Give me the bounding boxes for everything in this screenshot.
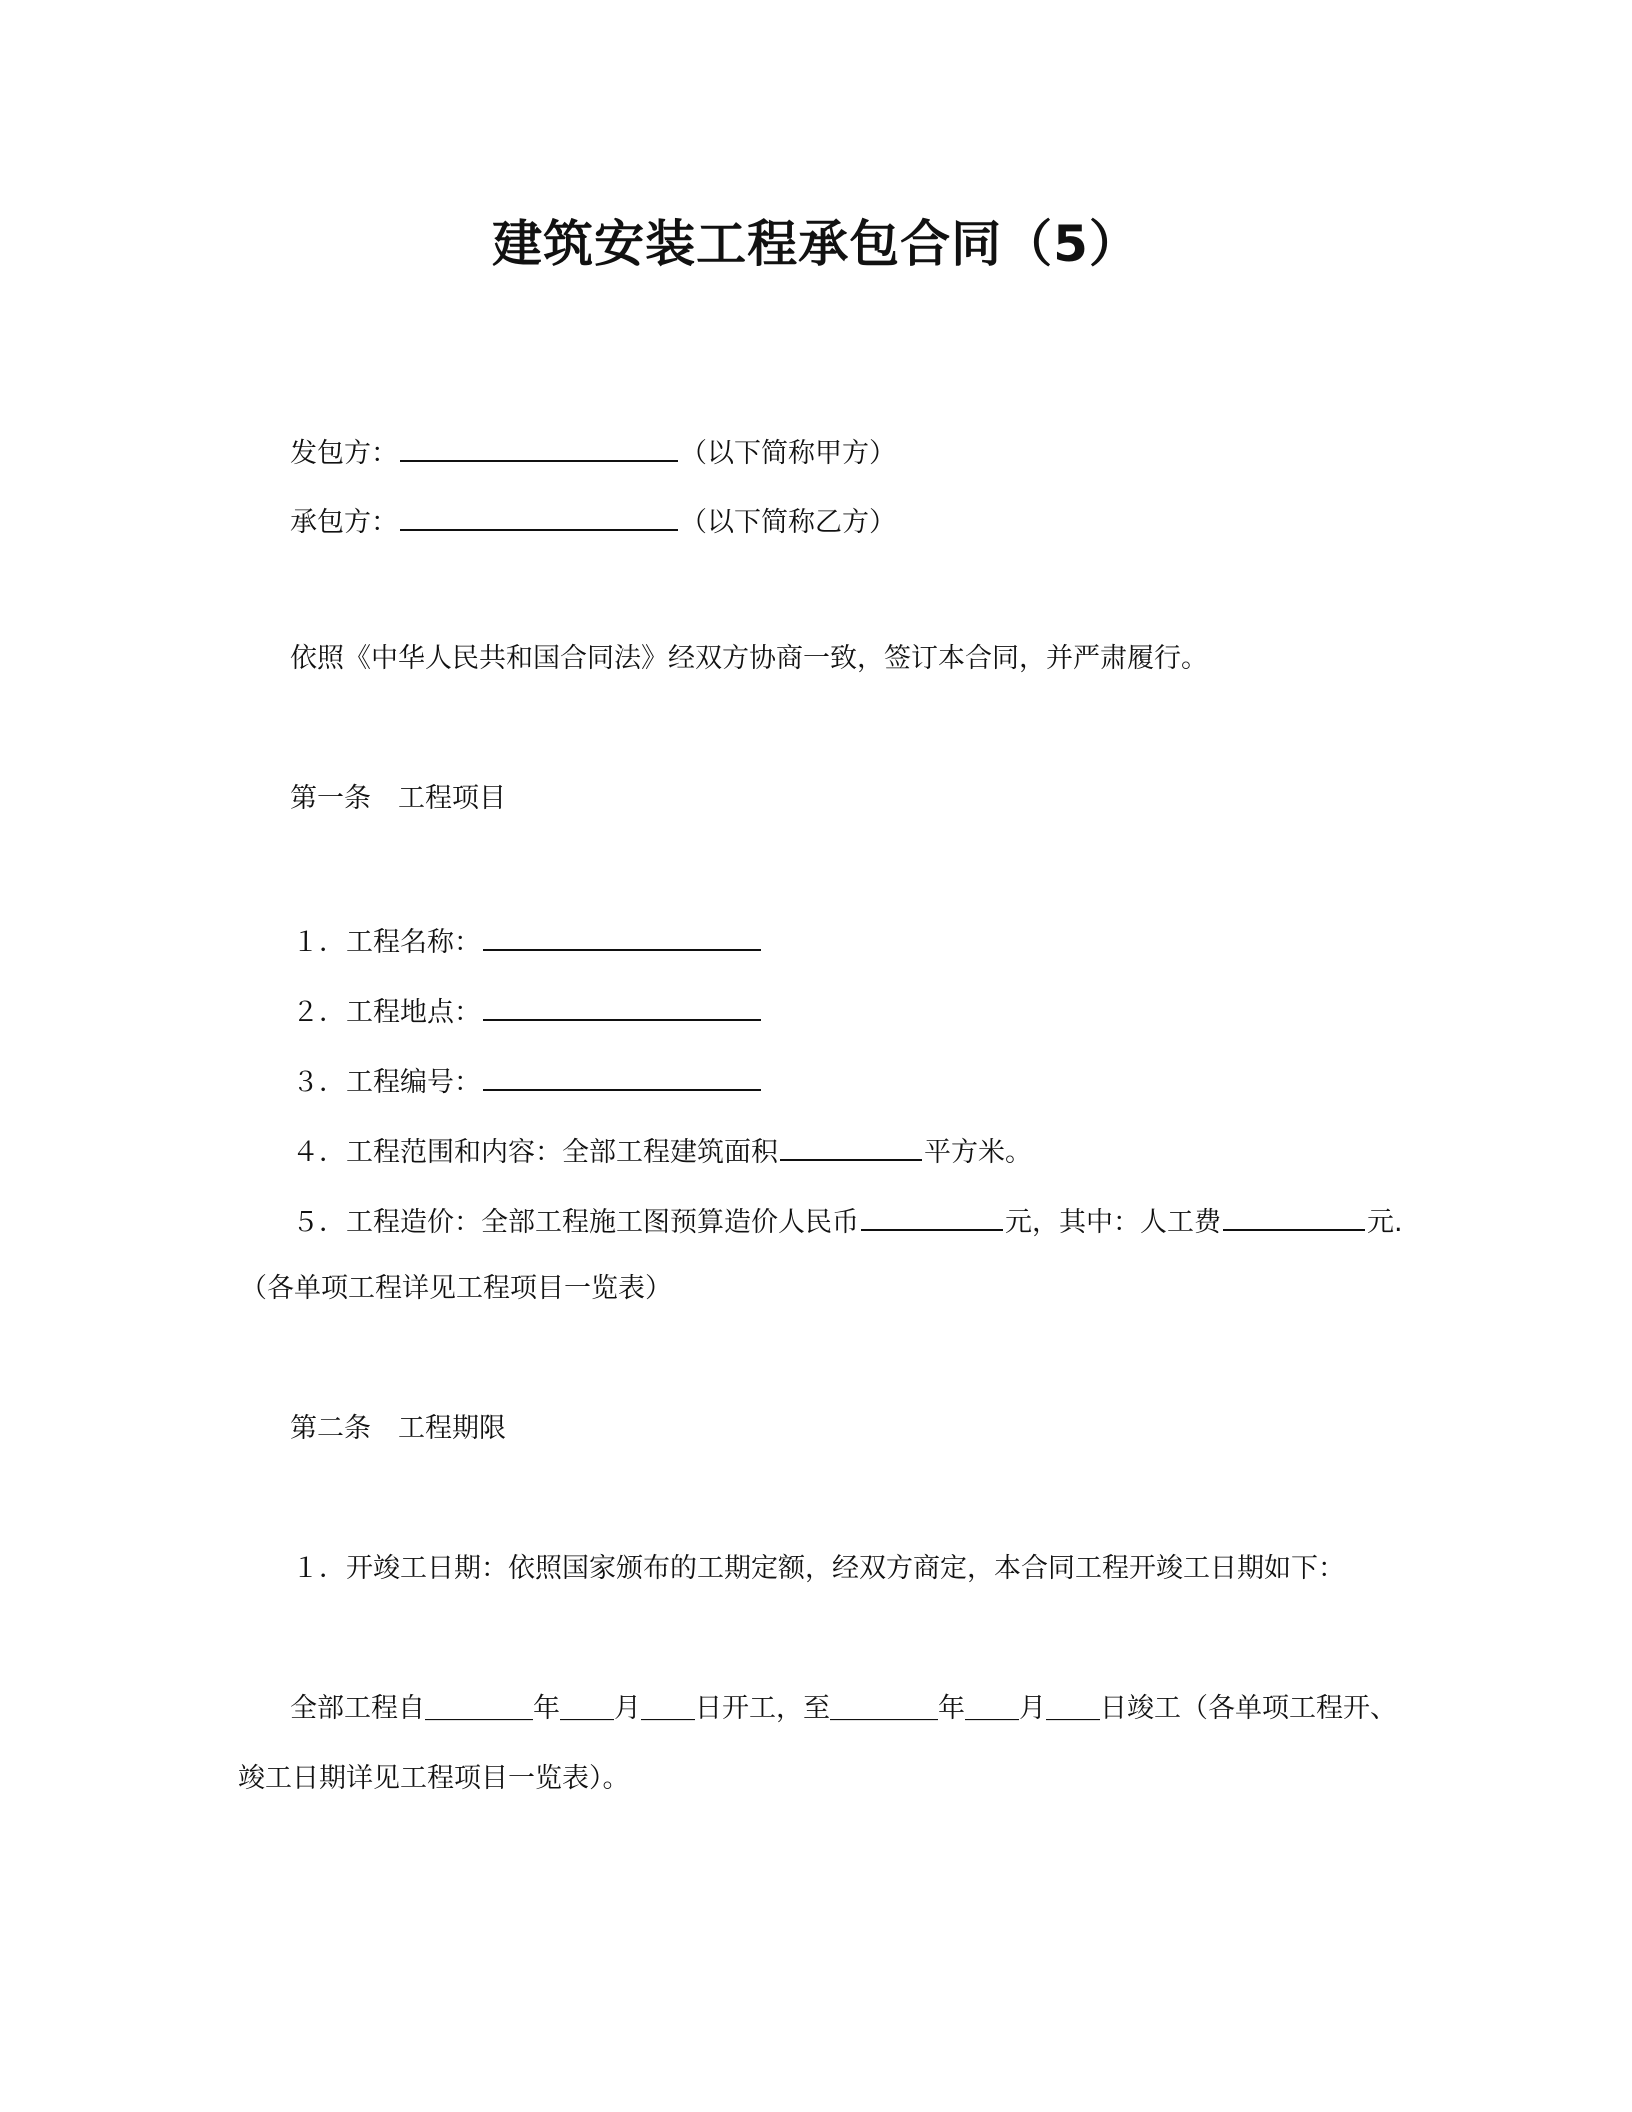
item4-suffix: 平方米。 xyxy=(924,1137,1032,1168)
schedule-line-1: 全部工程自＿＿＿＿年＿＿月＿＿日开工，至＿＿＿＿年＿＿月＿＿日竣工（各单项工程开、 xyxy=(290,1693,1397,1724)
employer-blank xyxy=(400,432,678,462)
article1-item3 xyxy=(292,1061,763,1101)
article1-item5-continued: （各单项工程详见工程项目一览表） xyxy=(240,1273,672,1304)
item1-label: １．工程名称： xyxy=(292,927,481,958)
employer-suffix: （以下简称甲方） xyxy=(680,438,896,469)
contractor-line xyxy=(290,501,896,541)
article2-heading: 第二条 工程期限 xyxy=(290,1413,506,1444)
contractor-suffix: （以下简称乙方） xyxy=(680,507,896,538)
article1-item4 xyxy=(292,1131,1032,1171)
building-area-blank xyxy=(780,1131,922,1161)
document-title: 建筑安装工程承包合同（5） xyxy=(492,215,1140,273)
article2-item1: １．开竣工日期：依照国家颁布的工期定额，经双方商定，本合同工程开竣工日期如下： xyxy=(292,1553,1345,1584)
employer-line xyxy=(290,432,896,472)
contractor-label: 承包方： xyxy=(290,507,398,538)
project-name-blank xyxy=(483,921,761,951)
article1-item1 xyxy=(292,921,763,961)
item2-label: ２．工程地点： xyxy=(292,997,481,1028)
budget-price-blank xyxy=(861,1201,1003,1231)
item3-label: ３．工程编号： xyxy=(292,1067,481,1098)
project-number-blank xyxy=(483,1061,761,1091)
item4-prefix: ４．工程范围和内容：全部工程建筑面积 xyxy=(292,1137,778,1168)
project-location-blank xyxy=(483,991,761,1021)
schedule-line-2: 竣工日期详见工程项目一览表）。 xyxy=(238,1763,630,1794)
item5-prefix: ５．工程造价：全部工程施工图预算造价人民币 xyxy=(292,1207,859,1238)
item5-end: 元. xyxy=(1367,1207,1403,1238)
contractor-blank xyxy=(400,501,678,531)
article1-heading: 第一条 工程项目 xyxy=(290,783,506,814)
article1-item5 xyxy=(292,1201,1403,1241)
preamble: 依照《中华人民共和国合同法》经双方协商一致，签订本合同，并严肃履行。 xyxy=(290,643,1208,674)
employer-label: 发包方： xyxy=(290,438,398,469)
labor-cost-blank xyxy=(1223,1201,1365,1231)
item5-mid: 元，其中：人工费 xyxy=(1005,1207,1221,1238)
article1-item2 xyxy=(292,991,763,1031)
